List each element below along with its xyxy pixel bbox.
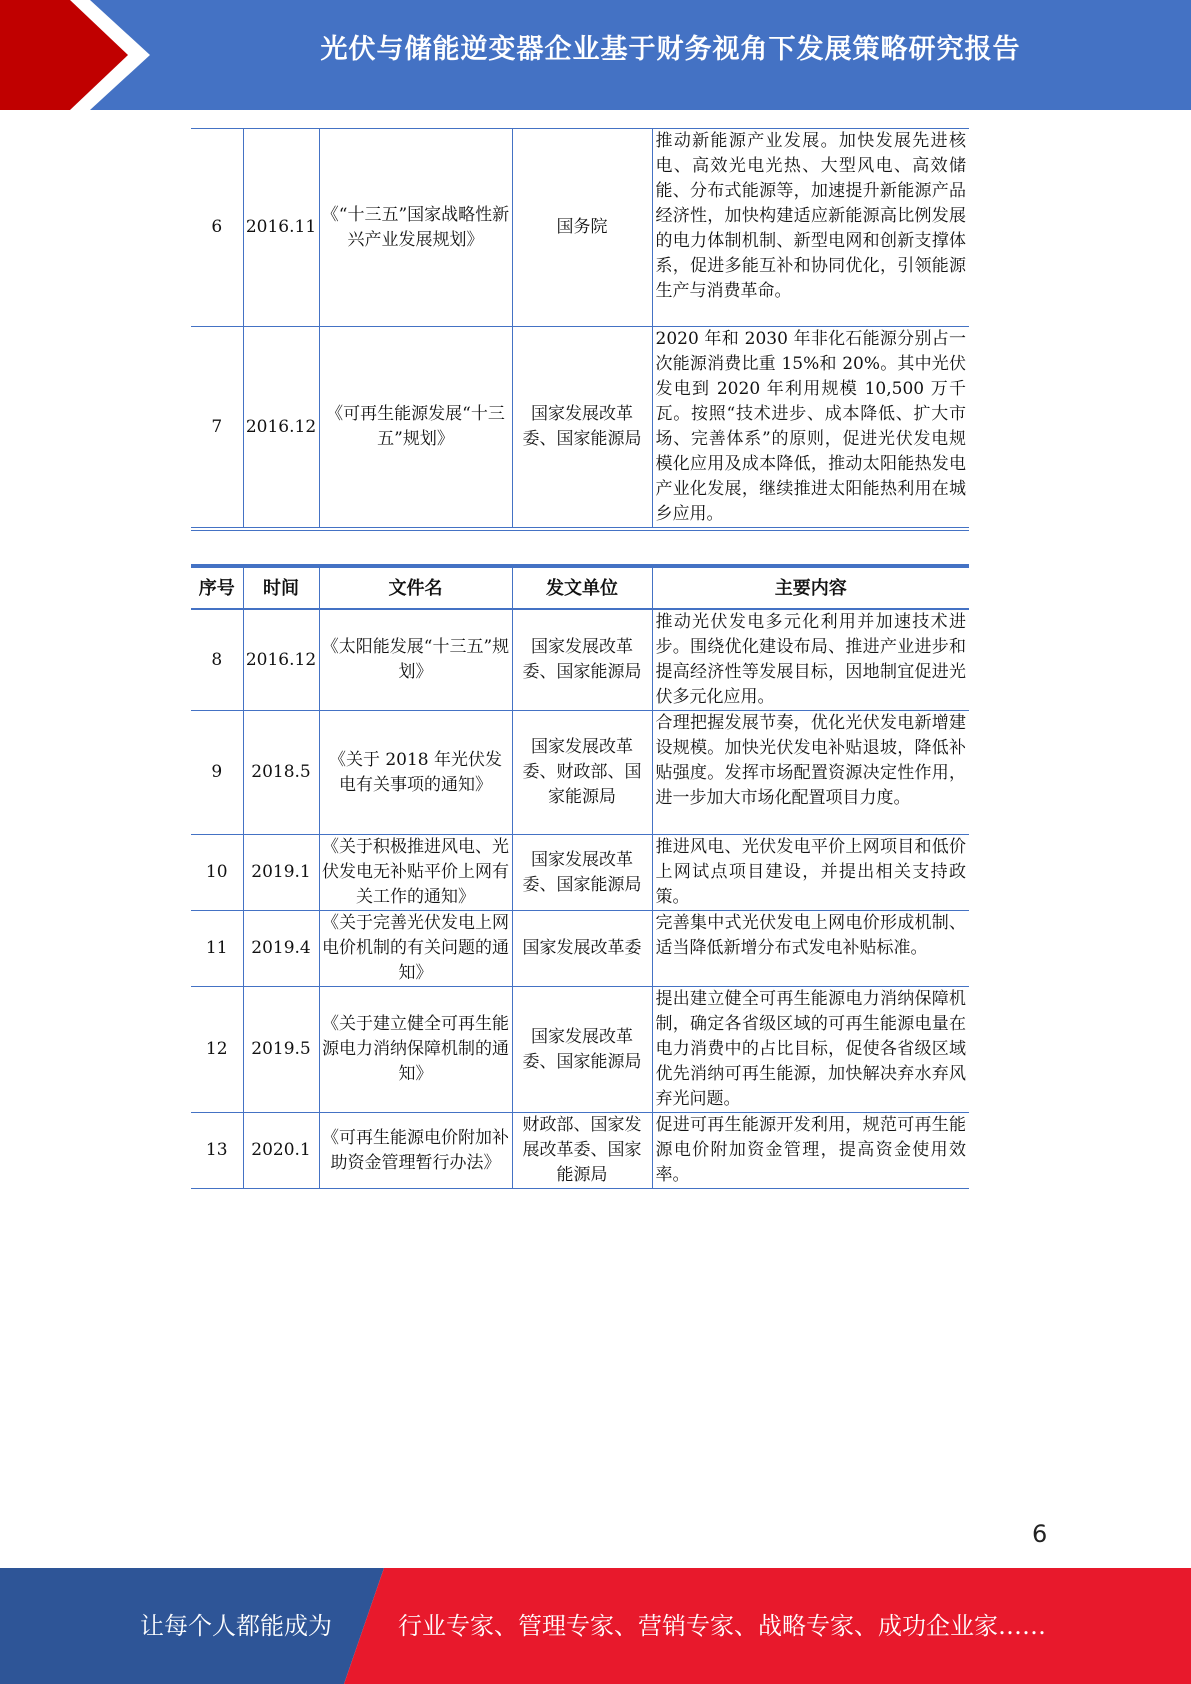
- row-document-title: 《可再生能源发展“十三五”规划》: [319, 327, 512, 530]
- row-number: 7: [191, 327, 243, 530]
- row-content: 合理把握发展节奏，优化光伏发电新增建设规模。加快光伏发电补贴退坡，降低补贴强度。发挥市场配置资源决定性作用，进一步加大市场化配置项目力度。: [652, 711, 969, 835]
- row-issuer: 国家发展改革委、国家能源局: [512, 987, 652, 1113]
- row-issuer: 国家发展改革委、国家能源局: [512, 327, 652, 530]
- row-content: 推动光伏发电多元化利用并加速技术进步。围绕优化建设布局、推进产业进步和提高经济性等发展目标，因地制宜促进光伏多元化应用。: [652, 609, 969, 711]
- row-date: 2019.5: [243, 987, 319, 1113]
- header-date: 时间: [243, 566, 319, 609]
- footer-slogan-right: 行业专家、管理专家、营销专家、战略专家、成功企业家……: [398, 1612, 1046, 1640]
- row-number: 12: [191, 987, 243, 1113]
- row-content: 推进风电、光伏发电平价上网项目和低价上网试点项目建设，并提出相关支持政策。: [652, 835, 969, 911]
- row-date: 2018.5: [243, 711, 319, 835]
- row-date: 2019.1: [243, 835, 319, 911]
- row-number: 11: [191, 911, 243, 987]
- policy-table: [191, 564, 969, 1189]
- table-row: [191, 911, 969, 987]
- table-row: [191, 1113, 969, 1189]
- row-date: 2016.12: [243, 327, 319, 530]
- row-document-title: 《关于完善光伏发电上网电价机制的有关问题的通知》: [319, 911, 512, 987]
- row-date: 2020.1: [243, 1113, 319, 1189]
- row-content: 促进可再生能源开发利用，规范可再生能源电价附加资金管理，提高资金使用效率。: [652, 1113, 969, 1189]
- row-document-title: 《关于建立健全可再生能源电力消纳保障机制的通知》: [319, 987, 512, 1113]
- footer-slogan-left: 让每个人都能成为: [140, 1612, 332, 1640]
- row-document-title: 《“十三五”国家战略性新兴产业发展规划》: [319, 129, 512, 327]
- row-document-title: 《太阳能发展“十三五”规划》: [319, 609, 512, 711]
- header-issuer: 发文单位: [512, 566, 652, 609]
- row-document-title: 《关于 2018 年光伏发电有关事项的通知》: [319, 711, 512, 835]
- header-document-title: 文件名: [319, 566, 512, 609]
- policy-table-continued: [191, 128, 969, 531]
- page-number: 6: [1032, 1520, 1048, 1548]
- row-content: 完善集中式光伏发电上网电价形成机制、适当降低新增分布式发电补贴标准。: [652, 911, 969, 987]
- table-row: [191, 129, 969, 327]
- row-issuer: 财政部、国家发展改革委、国家能源局: [512, 1113, 652, 1189]
- row-issuer: 国家发展改革委、国家能源局: [512, 609, 652, 711]
- row-issuer: 国务院: [512, 129, 652, 327]
- row-date: 2016.12: [243, 609, 319, 711]
- row-number: 6: [191, 129, 243, 327]
- row-issuer: 国家发展改革委: [512, 911, 652, 987]
- table-row: [191, 987, 969, 1113]
- row-content: 推动新能源产业发展。加快发展先进核电、高效光电光热、大型风电、高效储能、分布式能源等，加速提升新能源产品经济性，加快构建适应新能源高比例发展的电力体制机制、新型电网和创新支撑体系，促进多能互补和协同优化，引领能源生产与消费革命。: [652, 129, 969, 327]
- row-document-title: 《可再生能源电价附加补助资金管理暂行办法》: [319, 1113, 512, 1189]
- table-row: [191, 609, 969, 711]
- page-header: [0, 0, 1191, 110]
- table-row: [191, 327, 969, 530]
- row-number: 13: [191, 1113, 243, 1189]
- row-issuer: 国家发展改革委、财政部、国家能源局: [512, 711, 652, 835]
- row-date: 2016.11: [243, 129, 319, 327]
- row-number: 10: [191, 835, 243, 911]
- header-number: 序号: [191, 566, 243, 609]
- table-row: [191, 835, 969, 911]
- table-row: [191, 711, 969, 835]
- row-number: 9: [191, 711, 243, 835]
- header-content: 主要内容: [652, 566, 969, 609]
- row-number: 8: [191, 609, 243, 711]
- page-footer: [0, 1568, 1191, 1684]
- row-document-title: 《关于积极推进风电、光伏发电无补贴平价上网有关工作的通知》: [319, 835, 512, 911]
- row-content: 提出建立健全可再生能源电力消纳保障机制，确定各省级区域的可再生能源电量在电力消费中的占比目标，促使各省级区域优先消纳可再生能源，加快解决弃水弃风弃光问题。: [652, 987, 969, 1113]
- header-title: 光伏与储能逆变器企业基于财务视角下发展策略研究报告: [320, 34, 1021, 65]
- row-date: 2019.4: [243, 911, 319, 987]
- table-header-row: [191, 566, 969, 609]
- row-content: 2020 年和 2030 年非化石能源分别占一次能源消费比重 15%和 20%。其中光伏发电到 2020 年利用规模 10,500 万千瓦。按照“技术进步、成本降低、扩大市场、完善体系”的原则，促进光伏发电规模化应用及成本降低，推动太阳能热发电产业化发展，继续推进太阳能热利用在城乡应用。: [652, 327, 969, 530]
- row-issuer: 国家发展改革委、国家能源局: [512, 835, 652, 911]
